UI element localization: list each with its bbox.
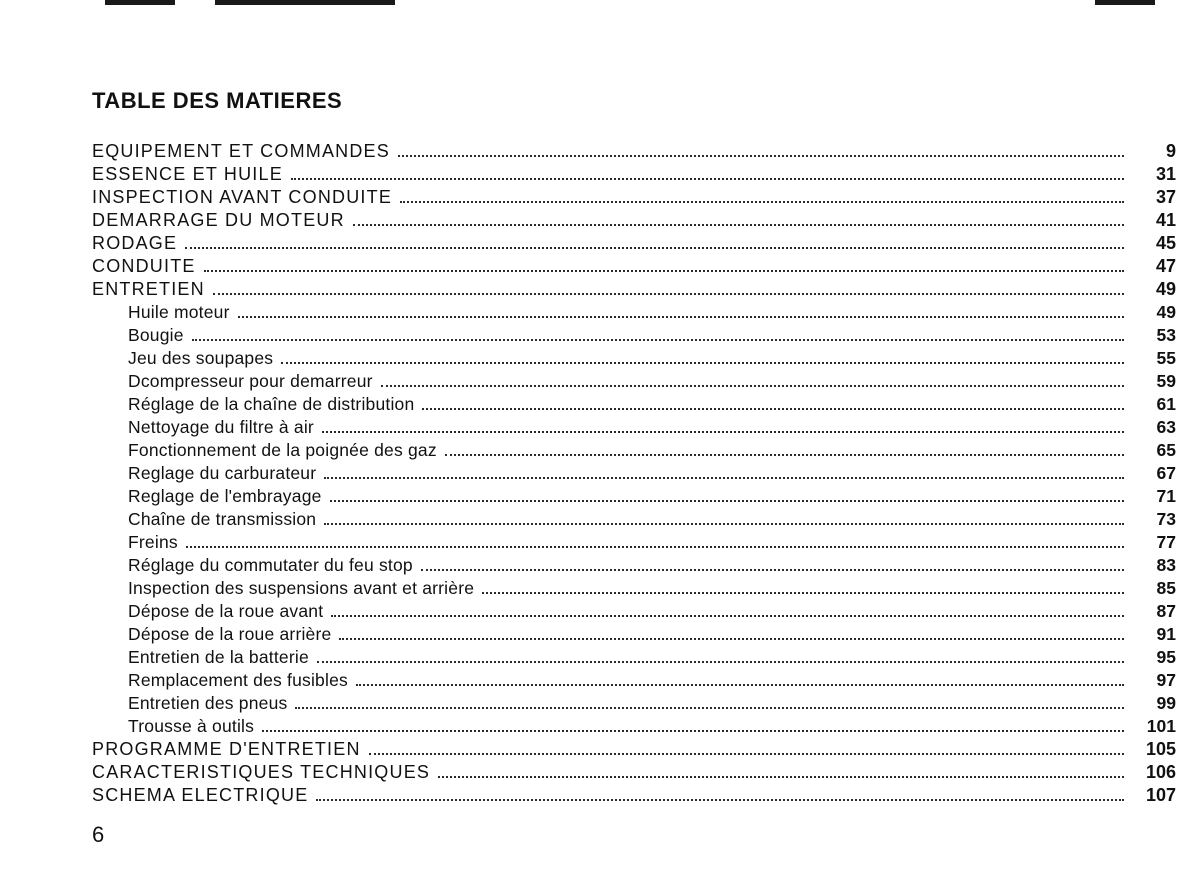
toc-entry-page: 71 xyxy=(1156,486,1176,506)
toc-entry-label: Dépose de la roue avant xyxy=(128,601,324,621)
toc-entry-page: 59 xyxy=(1156,371,1176,391)
toc-entry-label: Réglage du commutater du feu stop xyxy=(128,555,413,575)
toc-entry-label: Nettoyage du filtre à air xyxy=(128,417,314,437)
toc-entry xyxy=(92,784,1176,807)
toc-dot-leader xyxy=(186,546,1124,548)
toc-entry-page: 107 xyxy=(1145,785,1176,805)
toc-dot-leader xyxy=(422,408,1124,410)
toc-dot-leader xyxy=(398,155,1124,157)
toc-entry xyxy=(92,255,1176,278)
toc-entry xyxy=(92,186,1176,209)
toc-dot-leader xyxy=(482,592,1124,594)
toc-entry-page: 63 xyxy=(1156,417,1176,437)
toc-dot-leader xyxy=(185,247,1124,249)
toc-entry-page: 41 xyxy=(1155,210,1176,230)
toc-entry-page: 101 xyxy=(1146,716,1176,736)
toc-entry-label: Chaîne de transmission xyxy=(128,509,317,529)
toc-entry xyxy=(92,439,1176,462)
toc-dot-leader xyxy=(262,730,1124,732)
toc-entry-page: 61 xyxy=(1156,394,1176,414)
toc-entry-label: Bougie xyxy=(128,325,184,345)
top-cropped-strip xyxy=(0,0,1200,8)
toc-entry-label: PROGRAMME D'ENTRETIEN xyxy=(92,739,361,759)
toc-entry xyxy=(92,577,1176,600)
toc-entry-label: Inspection des suspensions avant et arrière xyxy=(128,578,475,598)
toc-entry-page: 45 xyxy=(1155,233,1176,253)
toc-entry xyxy=(92,692,1176,715)
toc-entry xyxy=(92,347,1176,370)
toc-entry-label: ENTRETIEN xyxy=(92,279,205,299)
toc-entry-page: 65 xyxy=(1156,440,1176,460)
toc-entry xyxy=(92,416,1176,439)
toc-entry-page: 105 xyxy=(1145,739,1176,759)
toc-entry xyxy=(92,761,1176,784)
toc-entry xyxy=(92,209,1176,232)
toc-dot-leader xyxy=(322,431,1124,433)
toc-entry-page: 91 xyxy=(1156,624,1176,644)
toc-entry-label: RODAGE xyxy=(92,233,178,253)
toc-dot-leader xyxy=(421,569,1124,571)
toc-entry-page: 31 xyxy=(1155,164,1176,184)
toc-entry-page: 55 xyxy=(1156,348,1176,368)
toc-dot-leader xyxy=(331,615,1124,617)
toc-dot-leader xyxy=(192,339,1124,341)
toc-entry xyxy=(92,554,1176,577)
toc-dot-leader xyxy=(324,523,1124,525)
toc-entry xyxy=(92,462,1176,485)
toc-dot-leader xyxy=(295,707,1124,709)
toc-dot-leader xyxy=(238,316,1124,318)
cropped-mark xyxy=(105,0,175,5)
cropped-mark xyxy=(1095,0,1155,5)
toc-dot-leader xyxy=(445,454,1124,456)
toc-entry xyxy=(92,278,1176,301)
toc-entry-page: 9 xyxy=(1165,141,1176,161)
toc-entry-label: Réglage de la chaîne de distribution xyxy=(128,394,415,414)
toc-entry-page: 49 xyxy=(1155,279,1176,299)
toc-entry xyxy=(92,163,1176,186)
toc-entry-label: Jeu des soupapes xyxy=(128,348,274,368)
toc-dot-leader xyxy=(400,201,1124,203)
toc-entry xyxy=(92,623,1176,646)
toc-entry-label: Fonctionnement de la poignée des gaz xyxy=(128,440,437,460)
toc-entry-label: Entretien des pneus xyxy=(128,693,288,713)
toc-entry xyxy=(92,669,1176,692)
toc-entry-label: DEMARRAGE DU MOTEUR xyxy=(92,210,345,230)
toc-entry-label: ESSENCE ET HUILE xyxy=(92,164,283,184)
toc-entry-label: Remplacement des fusibles xyxy=(128,670,348,690)
toc-entry-page: 49 xyxy=(1156,302,1176,322)
toc-dot-leader xyxy=(339,638,1124,640)
page-title: TABLE DES MATIERES xyxy=(92,88,343,113)
cropped-mark xyxy=(215,0,395,5)
toc-dot-leader xyxy=(324,477,1124,479)
toc-entry-page: 85 xyxy=(1156,578,1176,598)
toc-entry xyxy=(92,370,1176,393)
toc-dot-leader xyxy=(330,500,1124,502)
toc-entry-label: CARACTERISTIQUES TECHNIQUES xyxy=(92,762,431,782)
toc-entry-page: 95 xyxy=(1156,647,1176,667)
toc-dot-leader xyxy=(317,661,1124,663)
toc-entry-page: 106 xyxy=(1145,762,1176,782)
toc-entry xyxy=(92,485,1176,508)
toc-entry-label: Reglage de l'embrayage xyxy=(128,486,322,506)
toc-entry-page: 53 xyxy=(1156,325,1176,345)
toc-entry-label: Entretien de la batterie xyxy=(128,647,309,667)
toc-dot-leader xyxy=(204,270,1124,272)
toc-entry-label: EQUIPEMENT ET COMMANDES xyxy=(92,141,390,161)
toc-entry xyxy=(92,232,1176,255)
toc-dot-leader xyxy=(356,684,1124,686)
toc-entry-label: CONDUITE xyxy=(92,256,196,276)
toc-entry xyxy=(92,738,1176,761)
toc-entry-page: 67 xyxy=(1156,463,1176,483)
toc-entry xyxy=(92,531,1176,554)
toc-entry xyxy=(92,301,1176,324)
toc-entry-label: Dépose de la roue arrière xyxy=(128,624,332,644)
toc-entry xyxy=(92,646,1176,669)
toc-dot-leader xyxy=(369,753,1124,755)
toc-entry-label: Reglage du carburateur xyxy=(128,463,317,483)
toc-entry-label: Dcompresseur pour demarreur xyxy=(128,371,373,391)
toc-dot-leader xyxy=(281,362,1124,364)
toc-entry-page: 73 xyxy=(1156,509,1176,529)
toc-entry-label: SCHEMA ELECTRIQUE xyxy=(92,785,309,805)
toc-dot-leader xyxy=(438,776,1124,778)
table-of-contents xyxy=(92,140,1176,807)
toc-entry-page: 77 xyxy=(1156,532,1176,552)
toc-entry-page: 83 xyxy=(1156,555,1176,575)
toc-dot-leader xyxy=(213,293,1124,295)
page-number: 6 xyxy=(92,822,105,847)
toc-dot-leader xyxy=(316,799,1124,801)
toc-entry xyxy=(92,393,1176,416)
toc-entry-page: 97 xyxy=(1156,670,1176,690)
toc-entry xyxy=(92,508,1176,531)
toc-entry xyxy=(92,715,1176,738)
toc-entry-label: Freins xyxy=(128,532,178,552)
toc-entry xyxy=(92,140,1176,163)
toc-entry-label: Huile moteur xyxy=(128,302,230,322)
toc-entry-page: 37 xyxy=(1155,187,1176,207)
toc-entry-page: 87 xyxy=(1156,601,1176,621)
toc-dot-leader xyxy=(353,224,1124,226)
toc-entry-label: Trousse à outils xyxy=(128,716,255,736)
toc-entry-page: 99 xyxy=(1156,693,1176,713)
toc-dot-leader xyxy=(381,385,1124,387)
toc-entry xyxy=(92,324,1176,347)
toc-entry-label: INSPECTION AVANT CONDUITE xyxy=(92,187,393,207)
toc-entry xyxy=(92,600,1176,623)
toc-entry-page: 47 xyxy=(1155,256,1176,276)
toc-dot-leader xyxy=(291,178,1124,180)
